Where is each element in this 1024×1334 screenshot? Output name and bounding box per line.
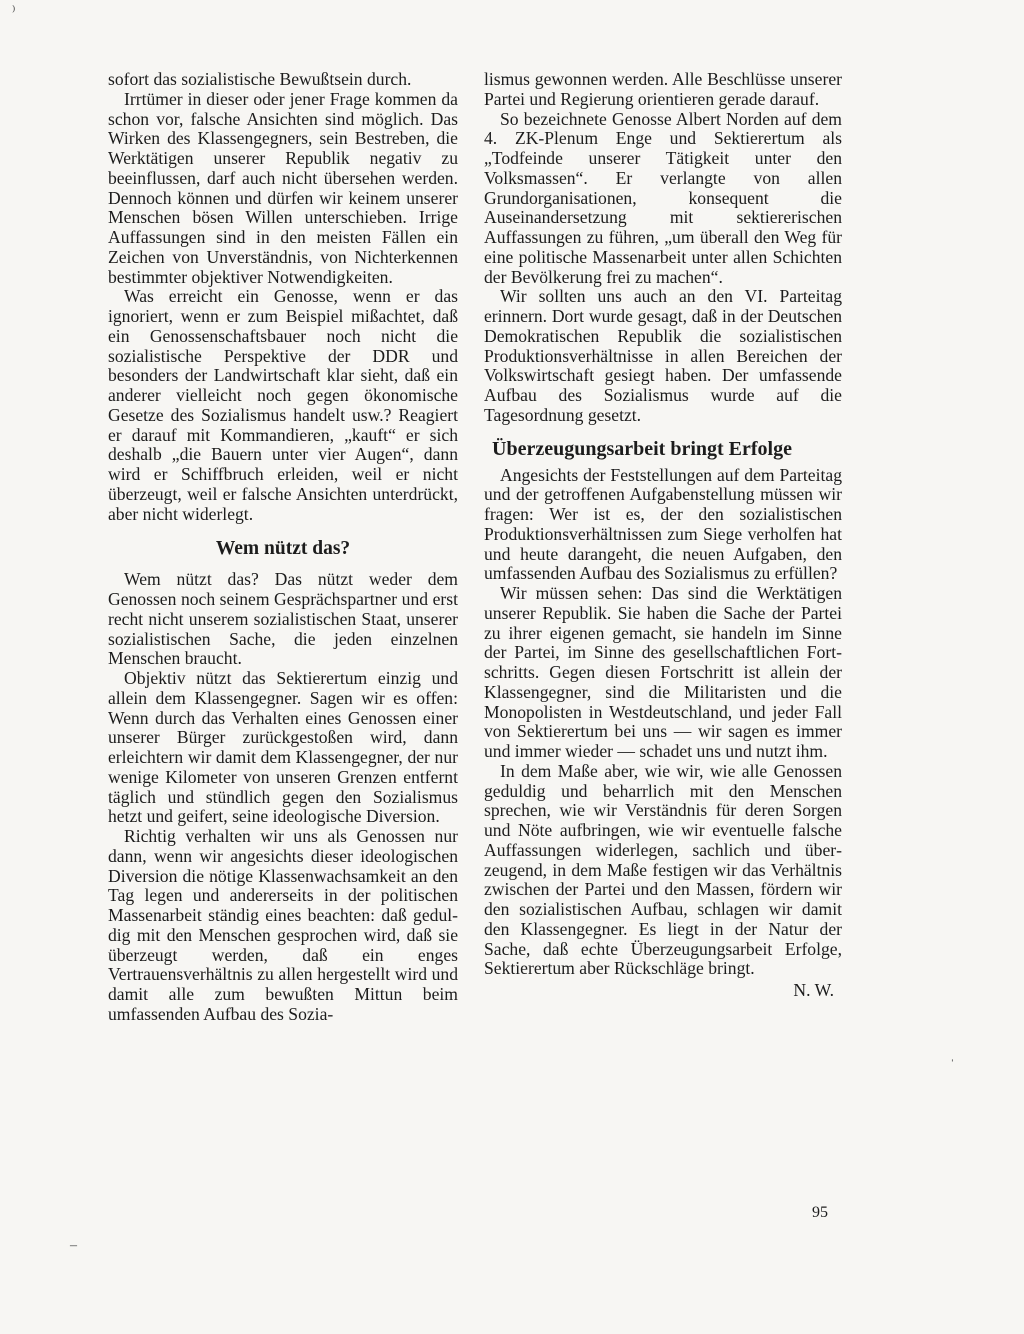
left-column bbox=[108, 70, 458, 1025]
section-heading: Überzeugungsarbeit bringt Erfolge bbox=[492, 437, 792, 460]
paragraph: sofort das sozialistische Bewußtsein durch. bbox=[108, 69, 412, 89]
scan-mark: – bbox=[70, 1238, 77, 1253]
paragraph: So bezeichnete Genosse Albert Norden auf dem 4. ZK-Plenum Enge und Sektierertum als „Todfeinde unserer Tätigkeit unter den Volksmassen“. Er verlangte von allen Grundorganisationen, konsequent die Auseinandersetzung mit sektiererischen Auffassungen zu führen, „um überall den Weg für eine politische Massenarbeit unter allen Schichten der Bevölkerung frei zu machen“. bbox=[484, 108, 842, 287]
paragraph: In dem Maße aber, wie wir, wie alle Genossen geduldig und beharrlich mit den Menschen sprechen, wie wir Verständnis für deren Sorgen und Nöte aufbringen, wie wir eventuelle falsche Auffassungen widerlegen, sachlich und überzeugend, in dem Maße festigen wir das Verhältnis zwischen der Partei und den Massen, fördern wir den sozialistischen Aufbau, schlagen wir damit den Klassengegner. Es liegt in der Natur der Sache, daß echte Überzeugungsarbeit Erfolge, Sektierertum aber Rückschläge bringt. bbox=[484, 760, 842, 979]
paragraph: Richtig verhalten wir uns als Genossen nur dann, wenn wir angesichts dieser ideologischen Diversion die nötige Klassenwachsamkeit an den Tag legen und andererseits in der politischen Massenarbeit ständig eines beachten: daß geduldig mit den Menschen gesprochen wird, daß sie überzeugt werden, daß ein enges Vertrauensverhältnis zu allen hergestellt wird und damit alle zum bewußten Mittun beim umfassenden Aufbau des Sozia- bbox=[108, 826, 458, 1024]
paragraph: Wem nützt das? Das nützt weder dem Genossen noch seinem Gesprächspartner und erst recht nicht unserem sozialistischen Staat, unserer sozialistischen Sache, die jeden einzelnen Menschen braucht. bbox=[108, 569, 458, 669]
paragraph: Objektiv nützt das Sektierertum einzig und allein dem Klassengegner. Sagen wir es offen: Wenn durch das Verhalten eines Genossen einer unserer Bürger zurückgestoßen wird, dann erleichtern wir damit dem Klassengegner, der nur wenige Kilometer von unseren Grenzen entfernt täglich und stündlich gegen den Sozialismus hetzt und geifert, seine ideologische Diversion. bbox=[108, 668, 458, 827]
author-signature: N. W. bbox=[793, 980, 834, 1000]
section-heading: Wem nützt das? bbox=[215, 538, 351, 560]
scan-mark: ˈ bbox=[950, 1058, 955, 1073]
paragraph: Angesichts der Feststellungen auf dem Parteitag und der getroffenen Aufgabenstellung müssen wir fragen: Wer ist es, der den sozialistischen Produktionsverhältnissen zum Siege verholfen hat und heute darangeht, die neuen Aufgaben, den umfassenden Aufbau des Sozialismus zu erfüllen? bbox=[484, 464, 842, 584]
right-column bbox=[484, 70, 842, 1001]
page-number: 95 bbox=[812, 1204, 828, 1221]
paragraph: Wir müssen sehen: Das sind die Werktätigen unserer Republik. Sie haben die Sache der Partei zu ihrer eigenen gemacht, sie handeln im Sinne der Partei, im Sinne des gesellschaftlichen Fortschritts. Gegen diesen Fortschritt ist allein der Klassengegner, sind die Militaristen und die Monopolisten in Westdeutschland, und jeder Fall von Sektierertum bei uns — wir sagen es immer und immer wieder — schadet uns und nutzt ihm. bbox=[484, 583, 842, 761]
paragraph: lismus gewonnen werden. Alle Beschlüsse unserer Partei und Regierung orientieren gerade darauf. bbox=[484, 69, 842, 109]
scan-mark: ⁾ bbox=[12, 5, 16, 20]
paragraph: Wir sollten uns auch an den VI. Parteitag erinnern. Dort wurde gesagt, daß in der Deutschen Demokratischen Republik die sozialistischen Produktionsverhältnisse in allen Bereichen der Volkswirtschaft gesiegt haben. Der umfassende Aufbau des Sozialismus wurde auf die Tagesordnung gesetzt. bbox=[484, 286, 842, 425]
paragraph: Irrtümer in dieser oder jener Frage kommen da schon vor, falsche Ansichten sind möglich. Das Wirken des Klassengegners, sein Bestreben, die Werktätigen unserer Republik negativ zu beeinflussen, darf auch nicht übersehen werden. Dennoch können und dürfen wir keinem unserer Menschen bösen Willen unterschieben. Irrige Auffassungen sind in den meisten Fällen ein Zeichen von Unverständnis, von Nichterkennen bestimmter objektiver Notwendigkeiten. bbox=[108, 88, 458, 287]
paragraph: Was erreicht ein Genosse, wenn er das ignoriert, wenn er zum Beispiel mißachtet, daß ein Genossenschaftsbauer noch nicht die sozialistische Perspektive der DDR und besonders der Landwirtschaft klar sieht, daß ein anderer vielleicht noch gegen ökonomische Gesetze des Sozialismus handelt usw.? Reagiert er darauf mit Kommandieren, „kauft“ er sich deshalb „die Bauern unter vier Augen“, dann wird er Schiffbruch erleiden, weil er nicht überzeugt, weil er falsche Ansichten unterdrückt, aber nicht widerlegt. bbox=[108, 286, 458, 524]
